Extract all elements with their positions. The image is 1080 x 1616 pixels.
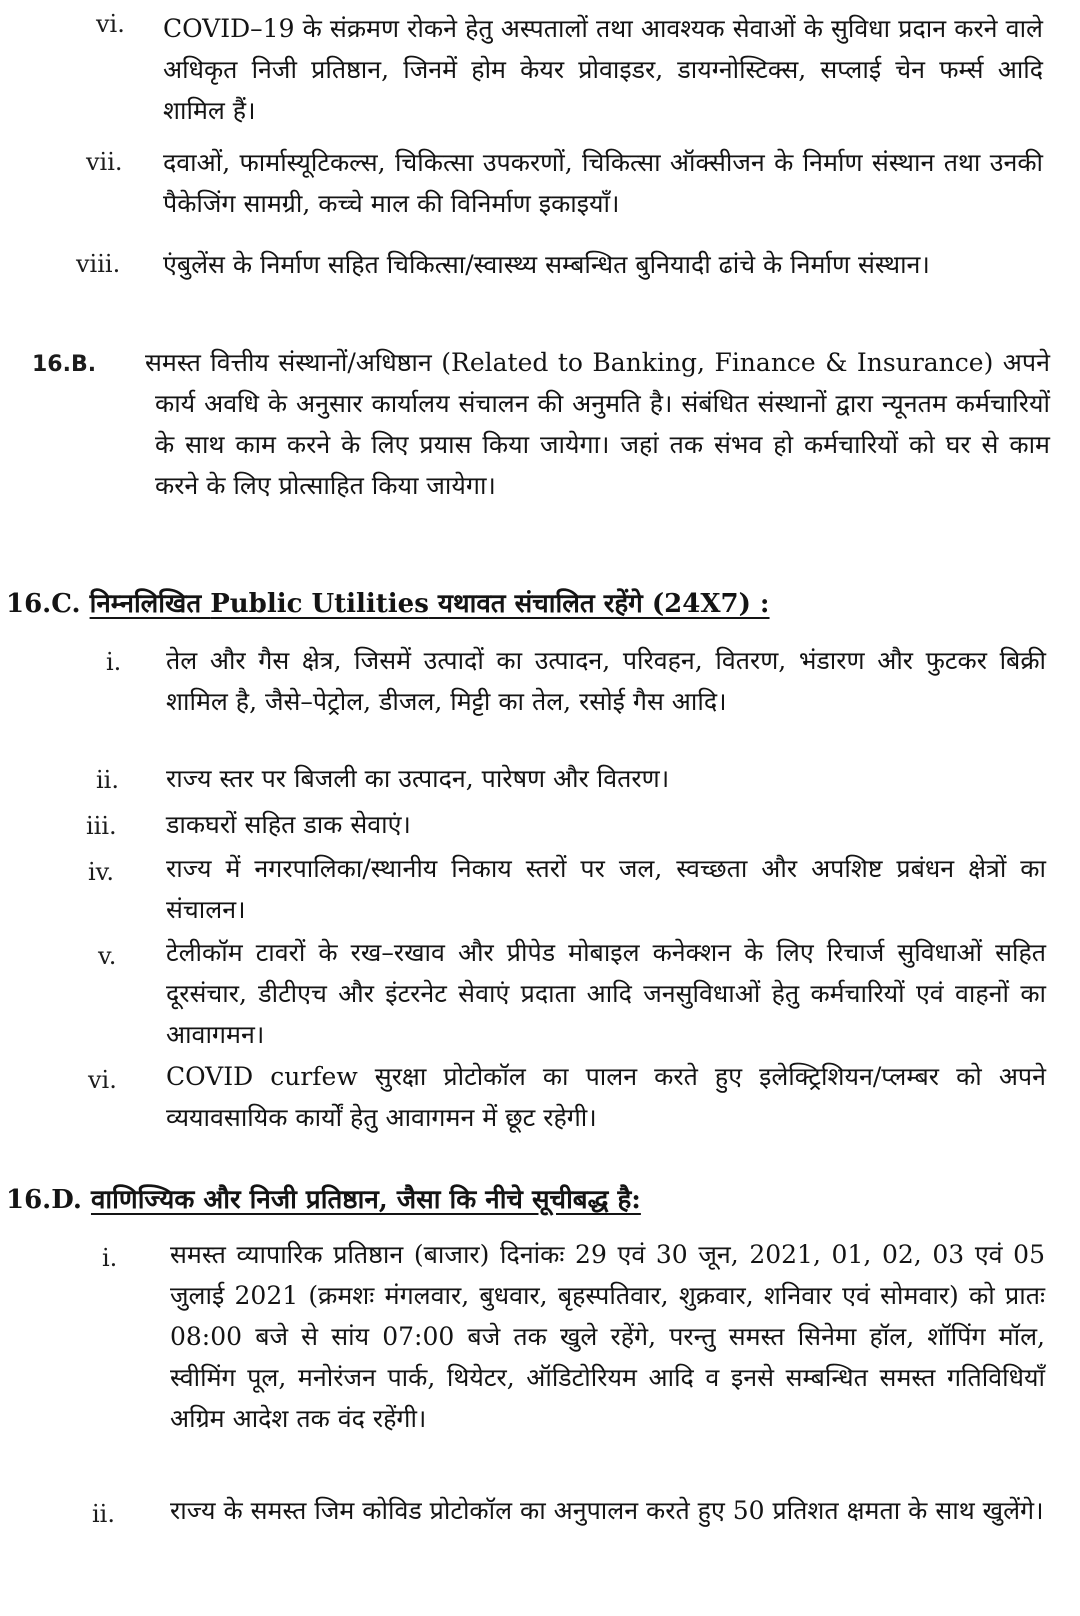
item-number: v. <box>98 942 117 970</box>
title-part: निम्नलिखित <box>89 589 211 619</box>
item-number: iv. <box>88 858 115 886</box>
title-part: यथावत संचालित रहेंगे (24X7) : <box>428 589 770 619</box>
item-text: COVID curfew सुरक्षा प्रोटोकॉल का पालन करते हुए इलेक्ट्रिशियन/प्लम्बर को अपने व्ययावसायिक कार्यों हेतु आवागमन में छूट रहेगी। <box>166 1062 1046 1132</box>
item-text: राज्य के समस्त जिम कोविड प्रोटोकॉल का अनुपालन करते हुए 50 प्रतिशत क्षमता के साथ खुलेंगे। <box>170 1496 1044 1525</box>
item-text: समस्त व्यापारिक प्रतिष्ठान (बाजार) दिनांकः 29 एवं 30 जून, 2021, 01, 02, 03 एवं 05 जुलाई 2021 (क्रमशः मंगलवार, बुधवार, बृहस्पतिवार, शुक्रवार, शनिवार एवं सोमवार) को प्रातः 08:00 बजे से सांय 07:00 बजे तक खुले रहेंगे, परन्तु समस्त सिनेमा हॉल, शॉपिंग मॉल, स्वीमिंग पूल, मनोरंजन पार्क, थियेटर, ऑडिटोरियम आदि व इनसे सम्बन्धित समस्त गतिविधियाँ अग्रिम आदेश तक वंद रहेंगी। <box>170 1240 1045 1433</box>
item-text: टेलीकॉम टावरों के रख–रखाव और प्रीपेड मोबाइल कनेक्शन के लिए रिचार्ज सुविधाओं सहित दूरसंचार, डीटीएच और इंटरनेट सेवाएं प्रदाता आदि जनसुविधाओं हेतु कर्मचारियों एवं वाहनों का आवागमन। <box>166 938 1046 1049</box>
item-text: एंबुलेंस के निर्माण सहित चिकित्सा/स्वास्थ्य सम्बन्धित बुनियादी ढांचे के निर्माण संस्थान। <box>163 250 930 279</box>
section-text: समस्त वित्तीय संस्थानों/अधिष्ठान (Related to Banking, Finance & Insurance) अपने कार्य अवधि के अनुसार कार्यालय संचालन की अनुमति है। संबंधित संस्थानों द्वारा न्यूनतम कर्मचारियों के साथ काम करने के लिए प्रयास किया जायेगा। जहां तक संभव हो कर्मचारियों को घर से काम करने के लिए प्रोत्साहित किया जायेगा। <box>145 348 1050 500</box>
item-number: iii. <box>86 812 117 840</box>
section-label: 16.C. <box>6 589 81 619</box>
item-number: i. <box>102 1244 118 1272</box>
item-text: दवाओं, फार्मास्यूटिकल्स, चिकित्सा उपकरणों, चिकित्सा ऑक्सीजन के निर्माण संस्थान तथा उनकी पैकेजिंग सामग्री, कच्चे माल की विनिर्माण इकाइयाँ। <box>163 148 1043 218</box>
item-number: i. <box>106 648 122 676</box>
item-number: ii. <box>96 766 119 794</box>
section-title <box>90 589 770 619</box>
section-label: 16.B. <box>32 352 97 377</box>
item-number: ii. <box>92 1500 115 1528</box>
item-text: डाकघरों सहित डाक सेवाएं। <box>166 810 411 839</box>
section-title: वाणिज्यिक और निजी प्रतिष्ठान, जैसा कि नीचे सूचीबद्ध है: <box>90 1185 641 1215</box>
item-text: COVID–19 के संक्रमण रोकने हेतु अस्पतालों तथा आवश्यक सेवाओं के सुविधा प्रदान करने वाले अधिकृत निजी प्रतिष्ठान, जिनमें होम केयर प्रोवाइडर, डायग्नोस्टिक्स, सप्लाई चेन फर्म्स आदि शामिल हैं। <box>163 14 1043 125</box>
item-number: vi. <box>96 10 125 38</box>
item-number: vi. <box>88 1066 117 1094</box>
section-16d-heading <box>6 1180 641 1216</box>
item-text: तेल और गैस क्षेत्र, जिसमें उत्पादों का उत्पादन, परिवहन, वितरण, भंडारण और फुटकर बिक्री शामिल है, जैसे–पेट्रोल, डीजल, मिट्टी का तेल, रसोई गैस आदि। <box>166 646 1046 716</box>
item-text: राज्य स्तर पर बिजली का उत्पादन, पारेषण और वितरण। <box>166 764 670 793</box>
item-text: राज्य में नगरपालिका/स्थानीय निकाय स्तरों पर जल, स्वच्छता और अपशिष्ट प्रबंधन क्षेत्रों का संचालन। <box>166 854 1046 924</box>
item-number: vii. <box>86 148 123 176</box>
section-16c-heading <box>6 584 770 620</box>
item-number: viii. <box>76 250 121 278</box>
section-label: 16.D. <box>6 1185 82 1215</box>
title-part: Public Utilities <box>210 589 429 619</box>
